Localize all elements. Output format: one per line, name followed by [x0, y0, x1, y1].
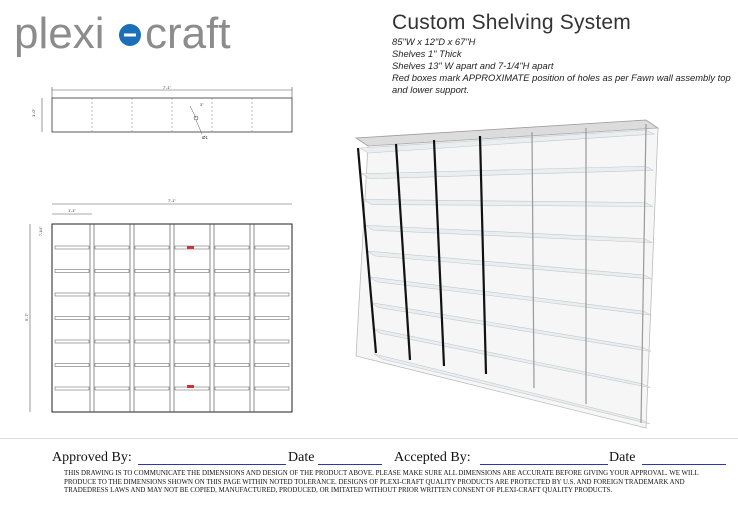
front-grid [55, 224, 289, 412]
front-shelf-gap-label: 7-1/4" [39, 226, 43, 236]
front-shelf [215, 270, 249, 273]
date-label-2: Date [609, 450, 636, 465]
front-shelf [215, 387, 249, 390]
top-view-drawing [30, 84, 300, 146]
footer-divider [0, 438, 738, 439]
approved-by-label: Approved By: [52, 450, 132, 465]
front-shelf [255, 317, 289, 320]
front-height-label: 5'-7" [24, 313, 29, 321]
front-shelf [175, 364, 209, 367]
front-shelf [135, 270, 169, 273]
front-shelf [255, 387, 289, 390]
front-shelf [215, 246, 249, 249]
spec-spacing: Shelves 13" W apart and 7-1/4"H apart [392, 60, 554, 71]
spec-note: Red boxes mark APPROXIMATE position of holes as per Fawn wall assembly top and lower support. [392, 72, 731, 95]
front-shelf [255, 246, 289, 249]
top-hole-label: Ø1 [202, 135, 209, 140]
title-block [392, 10, 732, 96]
spec-dimensions: 85"W x 12"D x 67"H [392, 36, 476, 47]
front-shelf [55, 364, 89, 367]
hole-marker-bottom [187, 385, 194, 388]
front-shelf [95, 293, 129, 296]
top-width-label: 7'-1" [163, 85, 171, 90]
logo-text-right: craft [145, 9, 231, 58]
front-shelf [255, 340, 289, 343]
front-shelf [175, 270, 209, 273]
front-shelf [215, 340, 249, 343]
front-shelf [255, 293, 289, 296]
spec-thickness: Shelves 1" Thick [392, 48, 462, 59]
front-shelf [95, 387, 129, 390]
date-line-1[interactable] [318, 464, 382, 465]
front-shelf [255, 364, 289, 367]
front-shelf [55, 317, 89, 320]
front-shelf [175, 340, 209, 343]
front-shelf [55, 340, 89, 343]
front-view-outline [52, 224, 292, 412]
front-shelf [55, 246, 89, 249]
top-small-label: 3" [200, 102, 204, 107]
front-shelf [55, 270, 89, 273]
front-shelf [135, 317, 169, 320]
front-shelf [135, 246, 169, 249]
front-width-label: 7'-1" [168, 198, 176, 203]
signature-row [52, 450, 732, 468]
date-label-1: Date [288, 450, 315, 465]
date-line-2[interactable] [642, 464, 726, 465]
front-shelf [135, 293, 169, 296]
front-shelf [95, 246, 129, 249]
front-shelf [55, 387, 89, 390]
front-shelf [215, 317, 249, 320]
front-bay-label: 1'-1" [68, 208, 76, 213]
accepted-by-line[interactable] [480, 464, 608, 465]
plexi-craft-logo [14, 6, 246, 60]
front-shelf [135, 387, 169, 390]
accepted-by-label: Accepted By: [394, 450, 471, 465]
front-shelf [95, 270, 129, 273]
hole-marker-top [187, 246, 194, 249]
front-shelf [95, 340, 129, 343]
disclaimer-text: THIS DRAWING IS TO COMMUNICATE THE DIMENSIONS AND DESIGN OF THE PRODUCT ABOVE. PLEASE MAKE SURE ALL DIMENSIONS ARE ACCURATE BEFORE GIVING YOUR APPROVAL. WE WILL PRODUCE TO THE DIMENSIONS SHOWN ON THIS PAGE WITHIN NOTED TOLERANCE. DESIGNS OF PLEXI-CRAFT QUALITY PRODUCTS ARE PROTECTED BY U.S. AND FOREIGN TRADEMARK AND TRADEDRESS LAWS AND MAY NOT BE COPIED, MANUFACTURED, PRODUCED, OR IMITATED WITHOUT PRIOR WRITTEN CONSENT OF PLEXI-CRAFT QUALITY PRODUCTS. [64, 470, 699, 495]
front-shelf [175, 293, 209, 296]
page-title: Custom Shelving System [392, 11, 631, 34]
front-view-drawing [22, 196, 302, 418]
brand-logo [14, 6, 246, 60]
logo-text-left: plexi [14, 9, 105, 58]
top-depth-label: 1'-0" [31, 109, 36, 117]
front-shelf [215, 293, 249, 296]
shelving-render [346, 118, 666, 438]
front-shelf [175, 317, 209, 320]
front-shelf [95, 317, 129, 320]
front-shelf [215, 364, 249, 367]
front-shelf [135, 364, 169, 367]
front-shelf [135, 340, 169, 343]
front-shelf [55, 293, 89, 296]
front-shelf [95, 364, 129, 367]
approved-by-line[interactable] [138, 464, 286, 465]
logo-dash [124, 34, 136, 37]
front-shelf [255, 270, 289, 273]
